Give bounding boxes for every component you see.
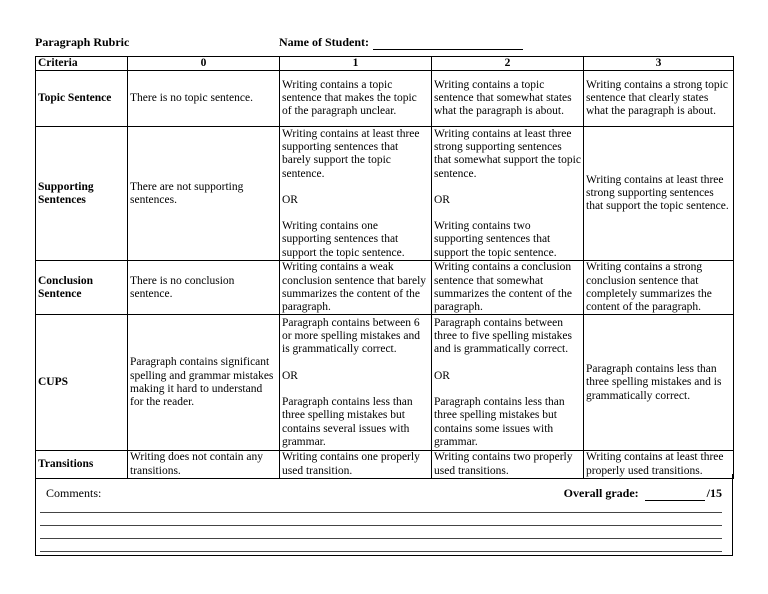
comments-section [35,474,733,556]
table-row [36,127,734,261]
rubric-cell [128,315,280,451]
criterion-cell: Supporting Sentences [36,127,128,261]
comment-line[interactable] [40,525,722,526]
rubric-cell [128,261,280,315]
header-row [36,57,734,71]
comment-line[interactable] [40,512,722,513]
rubric-cell [584,315,734,451]
or-separator: OR [282,369,298,382]
cell-text: Writing contains a topic sentence that somewhat states what the paragraph is about. [434,78,572,118]
cell-text: There are not supporting sentences. [130,180,244,206]
comments-label: Comments: [46,486,102,500]
cell-text: Writing contains at least three strong supporting sentences that somewhat support the topic sentence. [434,127,581,180]
rubric-cell [432,71,584,127]
rubric-cell [432,315,584,451]
cell-text: There is no conclusion sentence. [130,274,235,300]
or-separator: OR [434,193,450,206]
cell-text: Paragraph contains less than three spelling mistakes but contains several issues with grammar. [282,395,413,448]
cell-text: Writing contains two supporting sentences that support the topic sentence. [434,220,557,259]
overall-grade [564,486,722,501]
student-name-label: Name of Student: [279,35,369,49]
table-row [36,71,734,127]
rubric-table [35,56,734,479]
criterion-cell: Transitions [36,451,128,479]
grade-label: Overall grade: [563,486,639,500]
or-separator: OR [434,369,450,382]
column-header: 2 [432,57,584,71]
rubric-cell [584,71,734,127]
cell-text: Writing contains at least three properly used transitions. [586,451,724,477]
cell-text: Writing contains one properly used transition. [282,451,420,477]
table-row [36,261,734,315]
cell-text: Writing does not contain any transitions. [130,451,264,477]
cell-text: Writing contains a strong topic sentence that clearly states what the paragraph is about. [586,78,728,118]
cell-text: Paragraph contains less than three spelling mistakes and is grammatically correct. [586,363,722,402]
grade-suffix: /15 [706,486,722,500]
cell-text: Writing contains a conclusion sentence that somewhat summarizes the content of the paragraph. [434,261,572,314]
cell-text: Paragraph contains significant spelling and grammar mistakes making it hard to understand for the reader. [130,356,274,409]
cell-text: Writing contains one supporting sentences that support the topic sentence. [282,220,405,259]
comment-line[interactable] [40,551,722,552]
column-header: Criteria [36,57,128,71]
comment-line[interactable] [40,538,722,539]
cell-text: Writing contains a weak conclusion sentence that barely summarizes the content of the paragraph. [282,261,427,314]
criterion-cell: CUPS [36,315,128,451]
rubric-cell [280,71,432,127]
grade-blank[interactable] [645,489,705,501]
rubric-cell [584,127,734,261]
rubric-cell [584,261,734,315]
cell-text: Writing contains at least three supporting sentences that barely support the topic sentence. [282,127,420,180]
column-header: 1 [280,57,432,71]
cell-text: Paragraph contains less than three spelling mistakes but contains some issues with grammar. [434,395,565,448]
cell-text: Paragraph contains between three to five spelling mistakes and is grammatically correct. [434,316,572,356]
rubric-cell [432,127,584,261]
rubric-cell [280,261,432,315]
cell-text: Writing contains two properly used transitions. [434,451,573,477]
rubric-cell [280,127,432,261]
student-name-blank[interactable] [373,38,523,50]
table-row [36,315,734,451]
rubric-cell [432,261,584,315]
criterion-cell: Conclusion Sentence [36,261,128,315]
cell-text: Writing contains a topic sentence that makes the topic of the paragraph unclear. [282,78,417,118]
cell-text: Writing contains a strong conclusion sentence that completely summarizes the content of the paragraph. [586,261,712,314]
cell-text: Writing contains at least three strong supporting sentences that support the topic sentence. [586,173,729,213]
student-name-field[interactable] [279,35,523,50]
criterion-cell: Topic Sentence [36,71,128,127]
rubric-cell [280,315,432,451]
cell-text: Paragraph contains between 6 or more spelling mistakes and is grammatically correct. [282,316,420,356]
or-separator: OR [282,193,298,206]
cell-text: There is no topic sentence. [130,92,253,105]
rubric-cell [128,127,280,261]
column-header: 0 [128,57,280,71]
page-title: Paragraph Rubric [35,35,130,49]
rubric-cell [128,71,280,127]
column-header: 3 [584,57,734,71]
